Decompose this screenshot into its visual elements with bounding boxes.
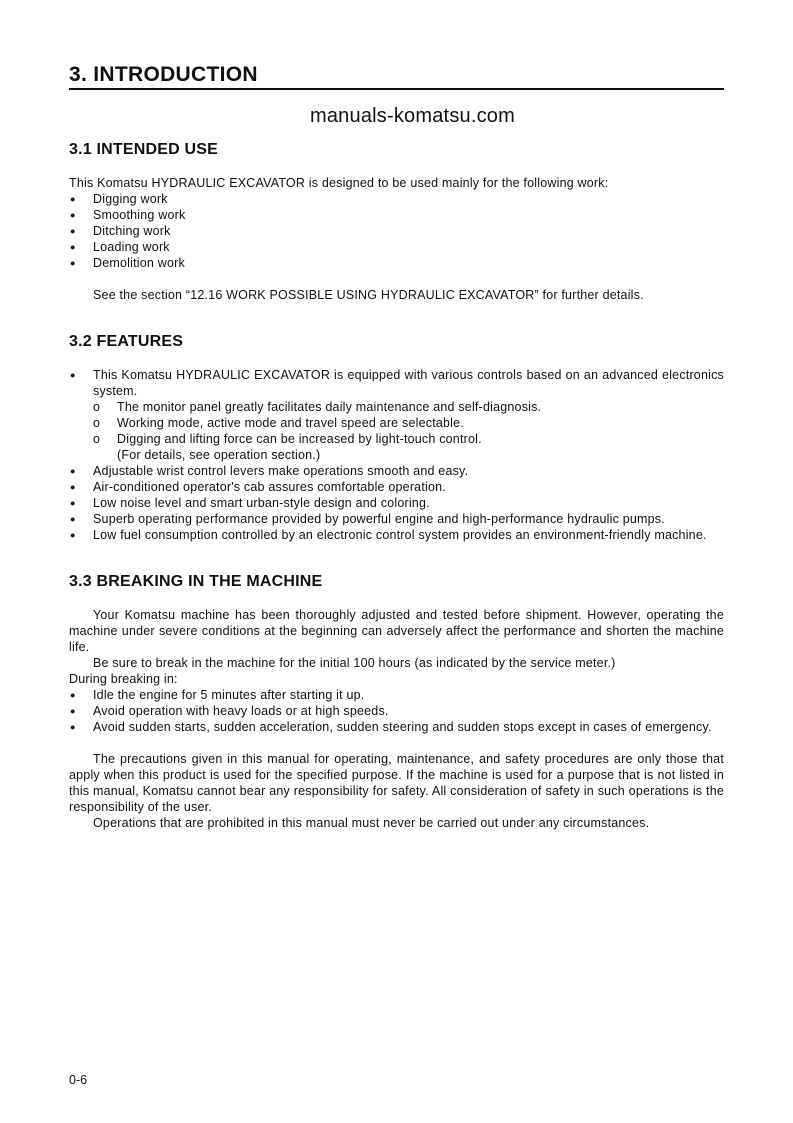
list-item-text: Superb operating performance provided by powerful engine and high-performance hydraulic pumps. (93, 512, 665, 526)
sub-list-item (69, 415, 724, 431)
paragraph: Operations that are prohibited in this manual must never be carried out under any circumstances. (93, 816, 650, 830)
section-heading-features: 3.2 FEATURES (69, 333, 184, 350)
list-item (69, 255, 724, 271)
section-heading-intended-use: 3.1 INTENDED USE (69, 141, 219, 158)
bullet-icon: ● (70, 482, 76, 492)
sub-list-item (69, 431, 724, 447)
paragraph: Be sure to break in the machine for the initial 100 hours (as indicated by the service meter.) (93, 656, 616, 670)
list-item (69, 367, 724, 399)
list-item-text: Avoid operation with heavy loads or at high speeds. (93, 704, 389, 718)
intro-text: This Komatsu HYDRAULIC EXCAVATOR is designed to be used mainly for the following work: (69, 176, 609, 190)
section-features (69, 367, 724, 543)
list-item-text: This Komatsu HYDRAULIC EXCAVATOR is equipped with various controls based on an advanced electronics system. (93, 368, 724, 398)
list-item-text: Low fuel consumption controlled by an electronic control system provides an environment-friendly machine. (93, 528, 707, 542)
sub-bullet-icon: o (93, 400, 101, 414)
list-item (69, 527, 724, 543)
list-item (69, 719, 724, 735)
section-breaking-in (69, 607, 724, 831)
page-number: 0-6 (69, 1073, 88, 1087)
paragraph: The precautions given in this manual for operating, maintenance, and safety procedures are only those that apply when this product is used for the specified purpose. If the machine is used for a purpose that is not listed in this manual, Komatsu cannot bear any responsibility for safety. All consideration of safety in such operations is the responsibility of the user. (69, 752, 724, 814)
list-item-text: Adjustable wrist control levers make operations smooth and easy. (93, 464, 469, 478)
paragraph: During breaking in: (69, 672, 178, 686)
watermark: manuals-komatsu.com (310, 105, 515, 127)
bullet-icon: ● (70, 514, 76, 524)
list-item-text: Idle the engine for 5 minutes after starting it up. (93, 688, 365, 702)
list-item-text: Air-conditioned operator's cab assures comfortable operation. (93, 480, 446, 494)
list-item (69, 463, 724, 479)
bullet-icon: ● (70, 722, 76, 732)
list-item (69, 223, 724, 239)
list-item-text: Avoid sudden starts, sudden acceleration, sudden steering and sudden stops except in cases of emergency. (93, 720, 712, 734)
bullet-icon: ● (70, 242, 76, 252)
bullet-icon: ● (70, 194, 76, 204)
list-item (69, 191, 724, 207)
bullet-icon: ● (70, 690, 76, 700)
list-item (69, 511, 724, 527)
page-body (69, 141, 724, 831)
bullet-icon: ● (70, 498, 76, 508)
list-item (69, 703, 724, 719)
list-item (69, 207, 724, 223)
bullet-icon: ● (70, 226, 76, 236)
section-heading-breaking-in: 3.3 BREAKING IN THE MACHINE (69, 573, 323, 590)
bullet-icon: ● (70, 466, 76, 476)
sub-item-text: Working mode, active mode and travel speed are selectable. (117, 416, 464, 430)
sub-bullet-icon: o (93, 432, 101, 446)
list-item-text: Ditching work (93, 224, 171, 238)
bullet-icon: ● (70, 706, 76, 716)
bullet-icon: ● (70, 258, 76, 268)
list-item (69, 687, 724, 703)
list-item-text: Low noise level and smart urban-style design and coloring. (93, 496, 430, 510)
paragraph: Your Komatsu machine has been thoroughly adjusted and tested before shipment. However, operating the machine under severe conditions at the beginning can adversely affect the performance and shorten the machine life. (69, 608, 724, 654)
page-title: 3. INTRODUCTION (69, 63, 258, 86)
list-item-text: Smoothing work (93, 208, 186, 222)
list-item-text: Loading work (93, 240, 170, 254)
list-item-text: Demolition work (93, 256, 185, 270)
list-item (69, 495, 724, 511)
bullet-icon: ● (70, 210, 76, 220)
see-section-note: See the section “12.16 WORK POSSIBLE USING HYDRAULIC EXCAVATOR” for further details. (93, 288, 644, 302)
title-rule (69, 88, 724, 90)
section-intended-use (69, 175, 724, 303)
sub-item-text: Digging and lifting force can be increased by light-touch control. (117, 432, 482, 446)
sub-note: (For details, see operation section.) (117, 448, 321, 462)
sub-bullet-icon: o (93, 416, 101, 430)
bullet-icon: ● (70, 370, 76, 380)
list-item-text: Digging work (93, 192, 168, 206)
sub-list-item (69, 399, 724, 415)
list-item (69, 479, 724, 495)
sub-item-text: The monitor panel greatly facilitates daily maintenance and self-diagnosis. (117, 400, 542, 414)
bullet-icon: ● (70, 530, 76, 540)
list-item (69, 239, 724, 255)
